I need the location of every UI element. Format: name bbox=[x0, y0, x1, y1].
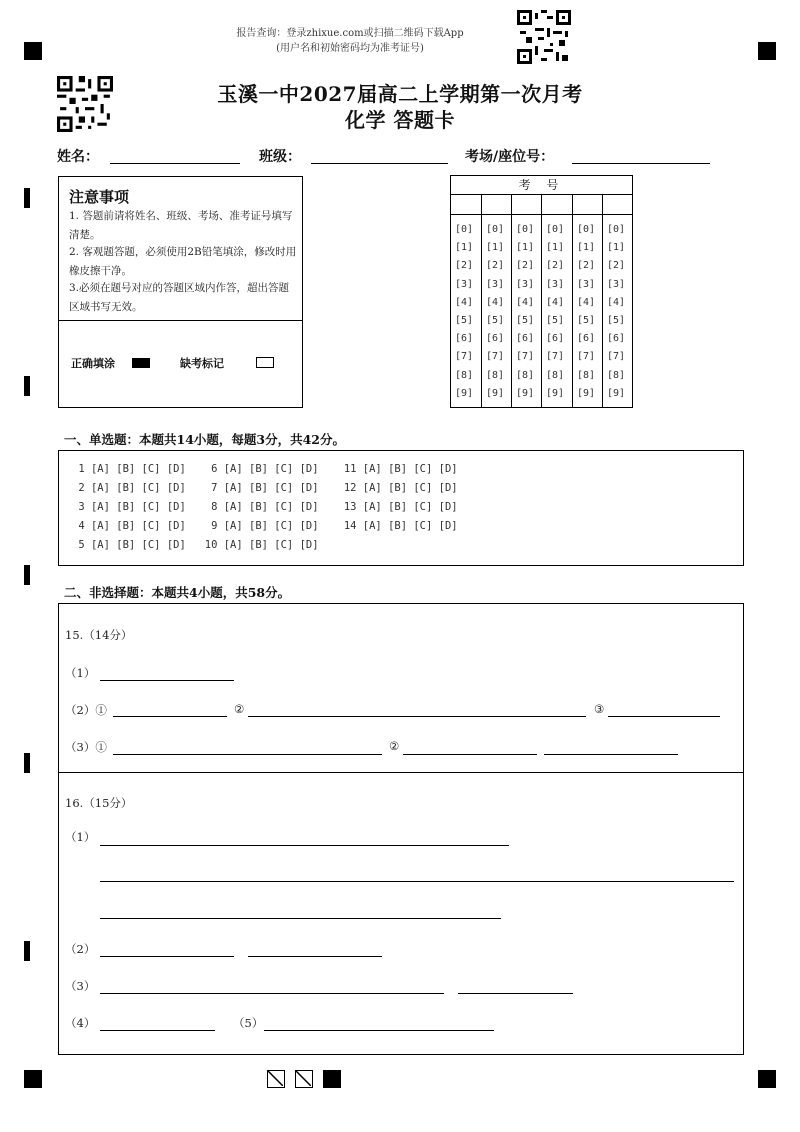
exam-number-digit-bubble[interactable]: [5] bbox=[486, 315, 505, 326]
notice-title: 注意事项 bbox=[69, 188, 130, 206]
exam-number-digit-bubble[interactable]: [8] bbox=[577, 369, 596, 381]
exam-number-digit-bubble[interactable]: [6] bbox=[546, 333, 565, 345]
exam-number-digit-bubble[interactable]: [7] bbox=[486, 351, 505, 363]
q16-answer-line[interactable] bbox=[248, 956, 382, 957]
absent-mark-checkbox[interactable] bbox=[256, 357, 274, 368]
class-label: 班级： bbox=[259, 149, 301, 165]
exam-number-digit-bubble[interactable]: [6] bbox=[516, 333, 535, 345]
exam-number-digit-bubble[interactable]: [4] bbox=[607, 296, 626, 308]
corner-mark-top-left bbox=[24, 42, 42, 60]
choice-row[interactable]: 3 [A] [B] [C] [D] 8 [A] [B] [C] [D] 13 [A] [B] [C] [D] bbox=[72, 501, 458, 513]
choice-row[interactable]: 2 [A] [B] [C] [D] 7 [A] [B] [C] [D] 12 [A] [B] [C] [D] bbox=[72, 482, 458, 494]
section-1-title: 一、单选题：本题共14小题，每题3分，共42分。 bbox=[64, 432, 345, 447]
page-marker-filled bbox=[323, 1070, 341, 1088]
timing-bar bbox=[24, 376, 30, 396]
q16-part-label: （2） bbox=[65, 942, 96, 956]
exam-number-digit-bubble[interactable]: [4] bbox=[577, 296, 596, 308]
exam-number-digit-bubble[interactable]: [3] bbox=[607, 278, 626, 290]
exam-number-digit-bubble[interactable]: [0] bbox=[486, 224, 505, 235]
corner-mark-top-right bbox=[758, 42, 776, 60]
exam-number-digit-bubble[interactable]: [3] bbox=[486, 278, 505, 290]
q16-part-label: （1） bbox=[65, 830, 96, 844]
exam-number-digit-bubble[interactable]: [2] bbox=[516, 260, 535, 272]
q15-answer-line[interactable] bbox=[113, 754, 382, 755]
exam-number-digit-bubble[interactable]: [3] bbox=[546, 278, 565, 290]
exam-number-digit-bubble[interactable]: [4] bbox=[455, 296, 474, 308]
q16-answer-line[interactable] bbox=[458, 993, 573, 994]
q15-part-label: （3）① bbox=[65, 740, 107, 754]
report-instruction: 报告查询：登录zhixue.com或扫描二维码下载App bbox=[236, 28, 464, 39]
exam-number-digit-bubble[interactable]: [8] bbox=[546, 369, 565, 381]
exam-number-digit-bubble[interactable]: [4] bbox=[516, 296, 535, 308]
exam-number-digit-bubble[interactable]: [1] bbox=[546, 242, 565, 254]
name-label: 姓名： bbox=[57, 149, 99, 165]
q15-part-label: ③ bbox=[594, 702, 605, 716]
exam-number-digit-bubble[interactable]: [2] bbox=[607, 260, 626, 272]
notice-divider bbox=[58, 320, 303, 321]
exam-number-digit-bubble[interactable]: [9] bbox=[455, 387, 474, 399]
q15-label: 15.（14分） bbox=[65, 628, 133, 642]
page-subtitle: 化学 答题卡 bbox=[345, 108, 455, 132]
exam-number-digit-bubble[interactable]: [1] bbox=[577, 242, 596, 254]
timing-bar bbox=[24, 565, 30, 585]
exam-number-digit-bubble[interactable]: [7] bbox=[455, 351, 474, 363]
exam-number-digit-bubble[interactable]: [3] bbox=[455, 278, 474, 290]
exam-number-digit-bubble[interactable]: [8] bbox=[486, 369, 505, 381]
exam-number-digit-bubble[interactable]: [0] bbox=[455, 224, 474, 235]
exam-number-digit-bubble[interactable]: [5] bbox=[577, 315, 596, 326]
q16-part-label: （4） bbox=[65, 1016, 96, 1030]
exam-number-digit-bubble[interactable]: [0] bbox=[577, 224, 596, 235]
correct-fill-sample bbox=[132, 358, 150, 368]
seat-label: 考场/座位号： bbox=[465, 149, 555, 165]
exam-number-digit-bubble[interactable]: [9] bbox=[486, 387, 505, 399]
exam-number-digit-bubble[interactable]: [5] bbox=[546, 315, 565, 326]
exam-number-header: 考 号 bbox=[450, 175, 633, 195]
exam-number-digit-bubble[interactable]: [9] bbox=[546, 387, 565, 399]
choice-row[interactable]: 5 [A] [B] [C] [D] 10 [A] [B] [C] [D] bbox=[72, 539, 319, 551]
notice-item: 2. 客观题答题，必须使用2B铅笔填涂，修改时用橡皮擦干净。 bbox=[69, 246, 297, 277]
exam-number-digit-bubble[interactable]: [5] bbox=[516, 315, 535, 326]
exam-number-digit-bubble[interactable]: [8] bbox=[607, 369, 626, 381]
exam-number-digit-bubble[interactable]: [1] bbox=[486, 242, 505, 254]
exam-number-digit-bubble[interactable]: [2] bbox=[577, 260, 596, 272]
exam-number-digit-bubble[interactable]: [2] bbox=[546, 260, 565, 272]
timing-bar bbox=[24, 188, 30, 208]
exam-number-digit-bubble[interactable]: [1] bbox=[516, 242, 535, 254]
exam-number-digit-bubble[interactable]: [6] bbox=[486, 333, 505, 345]
page-marker-slash-icon bbox=[295, 1070, 313, 1088]
timing-bar bbox=[24, 753, 30, 773]
q15-answer-line[interactable] bbox=[248, 716, 586, 717]
exam-number-digit-bubble[interactable]: [7] bbox=[546, 351, 565, 363]
exam-number-digit-bubble[interactable]: [6] bbox=[455, 333, 474, 345]
exam-number-digit-bubble[interactable]: [3] bbox=[516, 278, 535, 290]
name-field[interactable] bbox=[110, 163, 240, 164]
exam-number-digit-bubble[interactable]: [2] bbox=[455, 260, 474, 272]
exam-number-digit-bubble[interactable]: [9] bbox=[607, 387, 626, 399]
q16-answer-line[interactable] bbox=[100, 1030, 215, 1031]
q15-part-label: （2）① bbox=[65, 703, 107, 717]
timing-bar bbox=[24, 941, 30, 961]
choice-row[interactable]: 4 [A] [B] [C] [D] 9 [A] [B] [C] [D] 14 [A] [B] [C] [D] bbox=[72, 520, 458, 532]
choice-row[interactable]: 1 [A] [B] [C] [D] 6 [A] [B] [C] [D] 11 [A] [B] [C] [D] bbox=[72, 463, 458, 475]
qr-code-icon bbox=[517, 10, 571, 64]
page-title: 玉溪一中2027届高二上学期第一次月考 bbox=[217, 82, 583, 106]
notice-item: 3.必须在题号对应的答题区域内作答，超出答题区域书写无效。 bbox=[69, 282, 290, 313]
class-field[interactable] bbox=[311, 163, 448, 164]
exam-number-digit-bubble[interactable]: [7] bbox=[607, 351, 626, 363]
exam-number-digit-bubble[interactable]: [2] bbox=[486, 260, 505, 272]
exam-number-digit-bubble[interactable]: [7] bbox=[516, 351, 535, 363]
exam-number-digit-bubble[interactable]: [9] bbox=[577, 387, 596, 399]
exam-number-digit-bubble[interactable]: [7] bbox=[577, 351, 596, 363]
page-marker-slash-icon bbox=[267, 1070, 285, 1088]
exam-number-digit-bubble[interactable]: [8] bbox=[516, 369, 535, 381]
seat-field[interactable] bbox=[572, 163, 710, 164]
exam-number-digit-bubble[interactable]: [0] bbox=[546, 224, 565, 235]
q16-answer-line[interactable] bbox=[264, 1030, 494, 1031]
correct-fill-label: 正确填涂 bbox=[71, 357, 115, 370]
q15-answer-line[interactable] bbox=[608, 716, 720, 717]
corner-mark-bottom-left bbox=[24, 1070, 42, 1088]
q16-answer-line[interactable] bbox=[100, 845, 509, 846]
exam-number-digit-bubble[interactable]: [6] bbox=[577, 333, 596, 345]
q15-answer-line[interactable] bbox=[544, 754, 678, 755]
q15-answer-line[interactable] bbox=[403, 754, 537, 755]
exam-number-digit-bubble[interactable]: [1] bbox=[607, 242, 626, 254]
exam-number-digit-bubble[interactable]: [0] bbox=[607, 224, 626, 235]
q16-label: 16.（15分） bbox=[65, 796, 133, 810]
report-instruction-note: (用户名和初始密码均为准考证号) bbox=[276, 43, 424, 54]
absent-mark-label: 缺考标记 bbox=[180, 357, 224, 370]
exam-number-digit-bubble[interactable]: [8] bbox=[455, 369, 474, 381]
notice-item: 1. 答题前请将姓名、班级、考场、准考证号填写清楚。 bbox=[69, 210, 293, 241]
q15-part-label: ② bbox=[389, 739, 400, 753]
exam-number-digit-bubble[interactable]: [3] bbox=[577, 278, 596, 290]
exam-number-digit-bubble[interactable]: [5] bbox=[455, 315, 474, 326]
q15-part-label: ② bbox=[234, 702, 245, 716]
section-2-title: 二、非选择题：本题共4小题，共58分。 bbox=[64, 585, 291, 600]
exam-number-digit-bubble[interactable]: [0] bbox=[516, 224, 535, 235]
exam-number-digit-bubble[interactable]: [1] bbox=[455, 242, 474, 254]
exam-number-digit-bubble[interactable]: [4] bbox=[546, 296, 565, 308]
q16-answer-line[interactable] bbox=[100, 956, 234, 957]
q16-answer-line[interactable] bbox=[100, 993, 444, 994]
q15-answer-box bbox=[58, 603, 744, 773]
exam-number-digit-bubble[interactable]: [5] bbox=[607, 315, 626, 326]
q15-answer-line[interactable] bbox=[100, 680, 234, 681]
q16-part-label: （5） bbox=[233, 1016, 264, 1030]
q15-answer-line[interactable] bbox=[113, 716, 227, 717]
q16-answer-box bbox=[58, 772, 744, 1055]
exam-number-digit-bubble[interactable]: [4] bbox=[486, 296, 505, 308]
exam-number-digit-bubble[interactable]: [9] bbox=[516, 387, 535, 399]
q16-answer-line[interactable] bbox=[100, 918, 501, 919]
q16-part-label: （3） bbox=[65, 979, 96, 993]
exam-number-digit-bubble[interactable]: [6] bbox=[607, 333, 626, 345]
corner-mark-bottom-right bbox=[758, 1070, 776, 1088]
q16-answer-line[interactable] bbox=[100, 881, 734, 882]
q15-part-label: （1） bbox=[65, 666, 96, 680]
